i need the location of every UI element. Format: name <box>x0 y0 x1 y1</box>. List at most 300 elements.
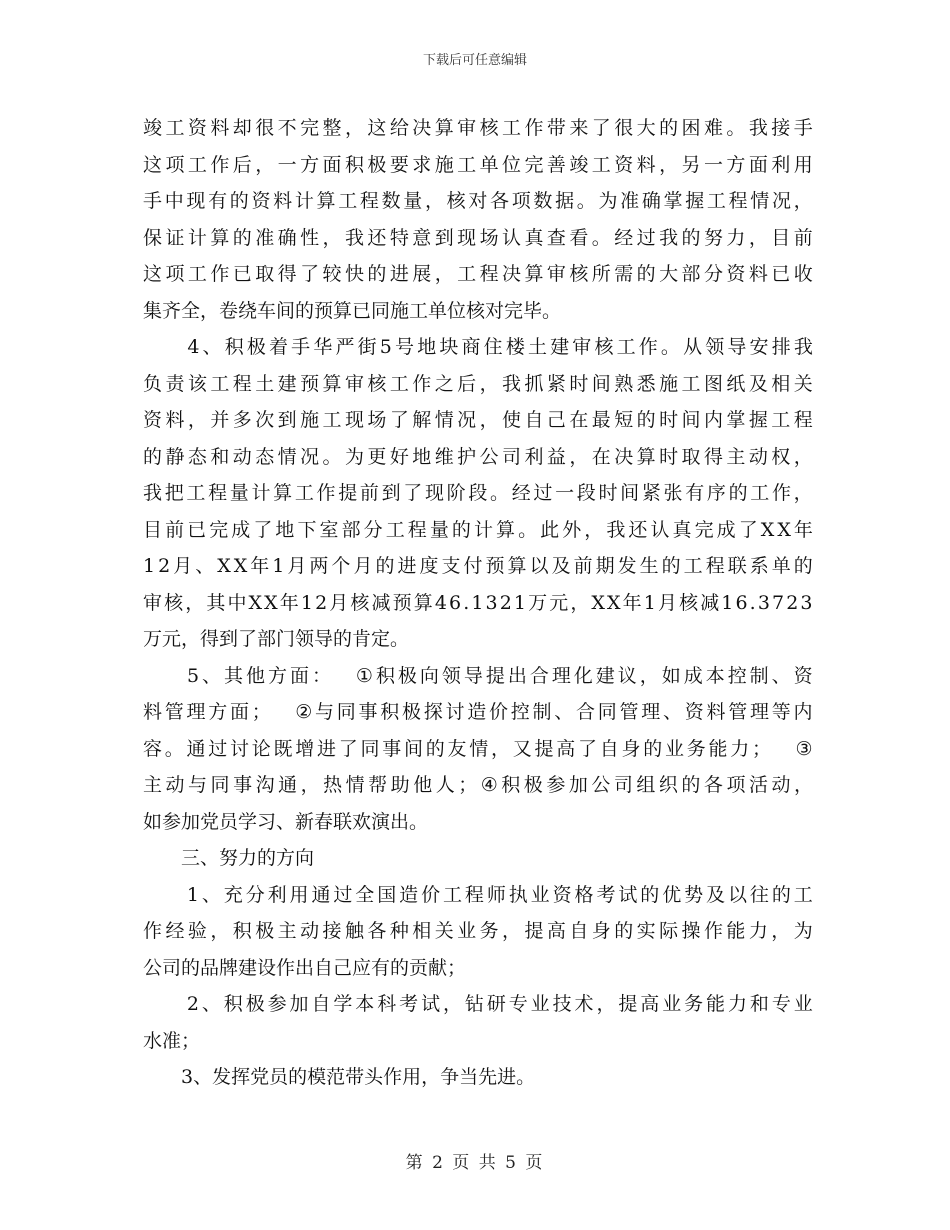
text-line-content: 集齐全，卷绕车间的预算已同施工单位核对完毕。 <box>143 299 562 322</box>
text-char: ， <box>771 920 791 942</box>
text-char: 为 <box>793 920 813 942</box>
text-char: 减 <box>700 591 720 614</box>
text-char: 求 <box>412 153 432 176</box>
text-char: 核 <box>350 591 370 614</box>
text-char: 身 <box>621 737 641 760</box>
text-line <box>143 913 813 950</box>
text-char: 短 <box>614 409 634 431</box>
text-char: 计 <box>251 482 271 504</box>
text-char: ， <box>659 153 679 176</box>
text-char: X <box>607 591 621 614</box>
text-char: 1 <box>643 591 656 614</box>
text-char: 护 <box>457 445 477 468</box>
text-char: 等 <box>771 701 791 723</box>
text-char: 2 <box>186 993 199 1015</box>
text-char: 大 <box>636 117 656 139</box>
text-char: 事 <box>382 737 402 760</box>
text-char: 工 <box>683 555 703 577</box>
text-char: 展 <box>412 263 432 285</box>
text-char: 。 <box>490 482 510 504</box>
text-char: 已 <box>232 263 252 285</box>
text-char: 之 <box>434 372 454 395</box>
text-char: 织 <box>658 774 678 796</box>
text-line <box>143 840 813 877</box>
text-char: 动 <box>300 920 320 942</box>
text-char: 月 <box>329 591 349 614</box>
text-char: 工 <box>294 482 314 504</box>
text-char: 6 <box>449 591 462 614</box>
text-char: 审 <box>344 372 364 395</box>
text-char: 更 <box>367 445 387 468</box>
text-char: 资 <box>552 883 572 906</box>
text-char: 用 <box>793 153 813 176</box>
text-char: 业 <box>665 737 685 760</box>
text-char: 以 <box>529 555 549 577</box>
text-char: 真 <box>672 518 692 541</box>
text-line <box>143 877 813 914</box>
text-char: 有 <box>685 482 705 504</box>
text-line <box>143 694 813 731</box>
text-char: 给 <box>389 117 409 139</box>
text-char: 加 <box>289 993 309 1015</box>
text-line <box>143 585 813 622</box>
text-char <box>274 694 293 731</box>
text-char: 议 <box>617 664 637 687</box>
text-char: 一 <box>703 153 723 176</box>
text-line-content: 万元，得到了部门领导的肯定。 <box>143 628 410 650</box>
text-char: 难 <box>703 117 723 139</box>
text-char: 建 <box>277 372 297 395</box>
text-char: 算 <box>507 555 527 577</box>
text-char: 面 <box>748 153 768 176</box>
text-char: 性 <box>300 226 320 249</box>
text-char: 己 <box>546 409 566 431</box>
text-char: 高 <box>640 993 660 1015</box>
text-char: 分 <box>245 883 265 906</box>
text-char: 施 <box>300 409 320 431</box>
text-char: 经 <box>511 482 531 504</box>
text-char: 合 <box>529 664 549 687</box>
text-char: 了 <box>253 518 273 541</box>
text-char: 提 <box>524 920 544 942</box>
text-char: 势 <box>684 883 704 906</box>
text-char: 阶 <box>446 482 466 504</box>
text-char: 量 <box>403 190 423 212</box>
text-char: ② <box>295 701 313 723</box>
text-char: 工 <box>442 883 462 906</box>
text-char: 本 <box>355 993 375 1015</box>
text-char: 其 <box>206 591 226 614</box>
text-char: X <box>591 591 605 614</box>
text-char: 实 <box>636 920 656 942</box>
text-char: X <box>760 518 775 541</box>
text-char: 预 <box>300 372 320 395</box>
text-char: 程 <box>728 190 748 212</box>
text-char: 要 <box>389 153 409 176</box>
text-char: 资 <box>614 153 634 176</box>
text-char: 我 <box>606 518 626 541</box>
text-char: 作 <box>703 920 723 942</box>
text-char: 料 <box>210 117 230 139</box>
text-char: 操 <box>681 920 701 942</box>
text-char: 管 <box>728 701 748 723</box>
text-char: 各 <box>367 920 387 942</box>
text-char: 在 <box>569 409 589 431</box>
text-char: 工 <box>616 336 636 358</box>
text-char <box>165 658 184 695</box>
text-char: 手 <box>143 190 163 212</box>
text-char: 情 <box>277 445 297 468</box>
text-char: 责 <box>165 372 185 395</box>
text-char: 现 <box>457 226 477 249</box>
text-char: 场 <box>479 226 499 249</box>
text-char: 我 <box>502 372 522 395</box>
text-char: 6 <box>735 591 748 614</box>
text-char: 制 <box>532 701 552 723</box>
text-line <box>143 804 813 841</box>
text-char: 技 <box>552 993 572 1015</box>
text-char: X <box>233 555 248 577</box>
text-char: 的 <box>640 883 660 906</box>
text-char: 楼 <box>505 336 525 358</box>
text-char: 的 <box>229 190 249 212</box>
text-char: 掌 <box>726 409 746 431</box>
text-char: 积 <box>223 993 243 1015</box>
text-char <box>165 986 184 1023</box>
text-char: ， <box>442 993 462 1015</box>
text-line <box>143 439 813 476</box>
text-char: 资 <box>143 409 163 431</box>
text-char: 预 <box>485 555 505 577</box>
text-char: 高 <box>556 737 576 760</box>
text-char: 料 <box>706 701 726 723</box>
text-char: 提 <box>485 664 505 687</box>
text-char: 程 <box>464 883 484 906</box>
text-char: 试 <box>618 883 638 906</box>
text-char: 了 <box>403 482 423 504</box>
text-char: 项 <box>511 190 531 212</box>
text-char: 。 <box>164 737 184 760</box>
text-char: 了 <box>338 737 358 760</box>
text-char: 、 <box>201 993 221 1015</box>
text-char: 、 <box>554 701 574 723</box>
text-char: 讨 <box>230 737 250 760</box>
text-char: 中 <box>164 190 184 212</box>
text-char: ： <box>311 664 331 687</box>
text-char: 、 <box>202 336 222 358</box>
text-char: 能 <box>708 737 728 760</box>
text-char: 取 <box>681 445 701 468</box>
text-char: 掌 <box>663 190 683 212</box>
text-char: 的 <box>232 226 252 249</box>
text-char: 及 <box>551 555 571 577</box>
text-char: 其 <box>224 664 244 687</box>
text-line <box>143 110 813 147</box>
text-char: 量 <box>429 518 449 541</box>
text-char: 高 <box>546 920 566 942</box>
text-char: 研 <box>486 993 506 1015</box>
text-char: 下 <box>297 518 317 541</box>
text-char: 年 <box>279 591 299 614</box>
text-char: 决 <box>412 117 432 139</box>
text-char: 华 <box>313 336 333 358</box>
text-char: 各 <box>703 774 723 796</box>
text-char: 时 <box>598 482 618 504</box>
text-char: 安 <box>749 336 769 358</box>
text-char: 确 <box>641 190 661 212</box>
text-char: 格 <box>574 883 594 906</box>
text-char: 动 <box>232 445 252 468</box>
text-char: 项 <box>165 263 185 285</box>
text-char: 2 <box>315 591 328 614</box>
text-char: 情 <box>750 190 770 212</box>
text-char: 快 <box>344 263 364 285</box>
text-char: 了 <box>389 409 409 431</box>
text-char: 积 <box>224 336 244 358</box>
text-char: 7 <box>772 591 785 614</box>
text-char: 探 <box>423 701 443 723</box>
text-char: 月 <box>287 555 307 577</box>
text-char: 主 <box>726 445 746 468</box>
text-char: 个 <box>331 555 351 577</box>
text-char: 况 <box>771 190 791 212</box>
text-char: 动 <box>165 774 185 796</box>
text-char: 我 <box>793 336 813 358</box>
text-char: ， <box>569 445 589 468</box>
text-char: 年 <box>793 518 813 541</box>
text-char: 月 <box>657 591 677 614</box>
text-char: ， <box>502 920 522 942</box>
text-char: 号 <box>395 336 415 358</box>
text-char: 间 <box>681 409 701 431</box>
text-line <box>143 147 813 184</box>
text-char: 、 <box>201 883 221 906</box>
text-char: 意 <box>412 226 432 249</box>
text-char: X <box>264 591 278 614</box>
text-char: 权 <box>771 445 791 468</box>
text-char: 使 <box>502 409 522 431</box>
text-char: 的 <box>771 883 791 906</box>
text-char: ； <box>458 774 478 796</box>
text-char: 施 <box>659 372 679 395</box>
text-char: ， <box>434 263 454 285</box>
text-char: 的 <box>681 774 701 796</box>
text-char: 积 <box>232 920 252 942</box>
text-char: 这 <box>143 263 163 285</box>
text-char: 1 <box>272 555 285 577</box>
text-char: 现 <box>186 190 206 212</box>
text-char: 元 <box>549 591 569 614</box>
text-char: 资 <box>251 190 271 212</box>
text-char: ， <box>793 445 813 468</box>
text-char: 工 <box>591 153 611 176</box>
text-char: 算 <box>434 117 454 139</box>
text-char: 对 <box>468 190 488 212</box>
text-char: 作 <box>316 482 336 504</box>
text-char: 我 <box>659 226 679 249</box>
text-char: 为 <box>344 445 364 468</box>
text-char: ， <box>748 226 768 249</box>
page-number: 第 2 页 共 5 页 <box>405 1153 545 1173</box>
text-char: 导 <box>727 336 747 358</box>
text-char: 的 <box>375 555 395 577</box>
text-char: 沟 <box>255 774 275 796</box>
text-char: 积 <box>344 153 364 176</box>
text-char: 1 <box>513 591 526 614</box>
text-char: 提 <box>338 482 358 504</box>
text-char: 决 <box>614 445 634 468</box>
text-char: 一 <box>277 153 297 176</box>
text-char <box>165 329 184 366</box>
text-char: 很 <box>255 117 275 139</box>
text-char: ， <box>187 409 207 431</box>
text-char: 情 <box>434 409 454 431</box>
text-char: 过 <box>333 883 353 906</box>
text-line-content: 如参加党员学习、新春联欢演出。 <box>143 810 429 833</box>
text-char: 资 <box>187 117 207 139</box>
text-char: 支 <box>441 555 461 577</box>
text-char: 施 <box>434 153 454 176</box>
text-char: 容 <box>143 737 163 760</box>
text-char: 紧 <box>641 482 661 504</box>
text-char: 努 <box>703 226 723 249</box>
text-char: 困 <box>681 117 701 139</box>
text-char: 段 <box>576 482 596 504</box>
text-char: 内 <box>703 409 723 431</box>
text-char: 严 <box>335 336 355 358</box>
text-char: 预 <box>392 591 412 614</box>
text-char: 资 <box>726 263 746 285</box>
text-char: 我 <box>143 482 163 504</box>
text-char: 纸 <box>726 372 746 395</box>
text-char: 发 <box>617 555 637 577</box>
text-char: 学 <box>333 993 353 1015</box>
text-char: 关 <box>793 372 813 395</box>
text-char: 时 <box>659 445 679 468</box>
text-char: 工 <box>187 153 207 176</box>
text-char: 静 <box>165 445 185 468</box>
text-char: 、 <box>195 555 215 577</box>
text-char: 方 <box>267 664 287 687</box>
text-char: 核 <box>594 336 614 358</box>
text-char: 据 <box>555 190 575 212</box>
text-char: 室 <box>319 518 339 541</box>
text-char: 司 <box>613 774 633 796</box>
text-char: 得 <box>277 263 297 285</box>
text-char: 考 <box>596 883 616 906</box>
text-char: 前 <box>359 482 379 504</box>
text-char: 很 <box>614 117 634 139</box>
text-line <box>143 1059 813 1096</box>
text-char: 了 <box>591 117 611 139</box>
text-char: 力 <box>748 920 768 942</box>
text-char: 取 <box>255 263 275 285</box>
text-char: 管 <box>164 701 184 723</box>
text-char: 了 <box>578 737 598 760</box>
text-char: 好 <box>389 445 409 468</box>
text-char: 审 <box>457 117 477 139</box>
text-char: 关 <box>434 920 454 942</box>
text-char: 张 <box>663 482 683 504</box>
text-char: 的 <box>659 117 679 139</box>
text-char: 身 <box>591 920 611 942</box>
text-char: 部 <box>341 518 361 541</box>
text-char: 建 <box>595 664 615 687</box>
text-char: 司 <box>502 445 522 468</box>
text-char: 际 <box>659 920 679 942</box>
text-char: 度 <box>419 555 439 577</box>
text-char: ③ <box>795 737 813 760</box>
text-char: ， <box>210 920 230 942</box>
text-line <box>143 329 813 366</box>
text-char: 科 <box>377 993 397 1015</box>
text-char: 程 <box>359 190 379 212</box>
text-char: 。 <box>322 445 342 468</box>
text-char: 紧 <box>546 372 566 395</box>
text-char: 成 <box>716 518 736 541</box>
text-line-content: 3、发挥党员的模范带头作用，争当先进。 <box>143 1066 536 1088</box>
text-char: ； <box>752 737 772 760</box>
text-char: 往 <box>749 883 769 906</box>
text-char: 务 <box>686 737 706 760</box>
text-char: 、 <box>202 664 222 687</box>
text-char: 竣 <box>143 117 163 139</box>
text-char: 专 <box>771 993 791 1015</box>
text-char: 自 <box>599 737 619 760</box>
text-line <box>143 220 813 257</box>
text-char: ， <box>185 591 205 614</box>
text-char: ④ <box>480 774 498 796</box>
text-char: 程 <box>705 555 725 577</box>
text-char: 情 <box>469 737 489 760</box>
page-header: 下载后可任意编辑 <box>422 53 527 68</box>
text-char: 作 <box>638 336 658 358</box>
text-char: 核 <box>479 117 499 139</box>
text-char: 减 <box>371 591 391 614</box>
text-char: 积 <box>380 701 400 723</box>
text-char: ， <box>255 153 275 176</box>
text-char: 执 <box>508 883 528 906</box>
text-line <box>143 402 813 439</box>
text-char: 工 <box>165 117 185 139</box>
text-char: 同 <box>597 701 617 723</box>
text-char: 工 <box>338 190 358 212</box>
text-char: 熟 <box>614 372 634 395</box>
text-char: 向 <box>419 664 439 687</box>
text-char: 认 <box>650 518 670 541</box>
text-char: 握 <box>748 409 768 431</box>
text-char: 各 <box>490 190 510 212</box>
text-line-content: 公司的品牌建设作出自己应有的贡献； <box>143 956 467 979</box>
text-char: 提 <box>534 737 554 760</box>
text-char: 的 <box>681 226 701 249</box>
text-char: 特 <box>389 226 409 249</box>
text-char: 务 <box>479 920 499 942</box>
text-char: 5 <box>379 336 392 358</box>
text-char: 的 <box>367 263 387 285</box>
text-char: 活 <box>748 774 768 796</box>
text-char: 位 <box>502 153 522 176</box>
text-char: ， <box>491 737 511 760</box>
text-char: 间 <box>591 372 611 395</box>
text-char: 完 <box>300 117 320 139</box>
text-char: 业 <box>662 993 682 1015</box>
text-char: 部 <box>681 263 701 285</box>
text-char: 他 <box>246 664 266 687</box>
text-char: 工 <box>502 117 522 139</box>
text-char: 联 <box>727 555 747 577</box>
text-char: ， <box>570 591 590 614</box>
